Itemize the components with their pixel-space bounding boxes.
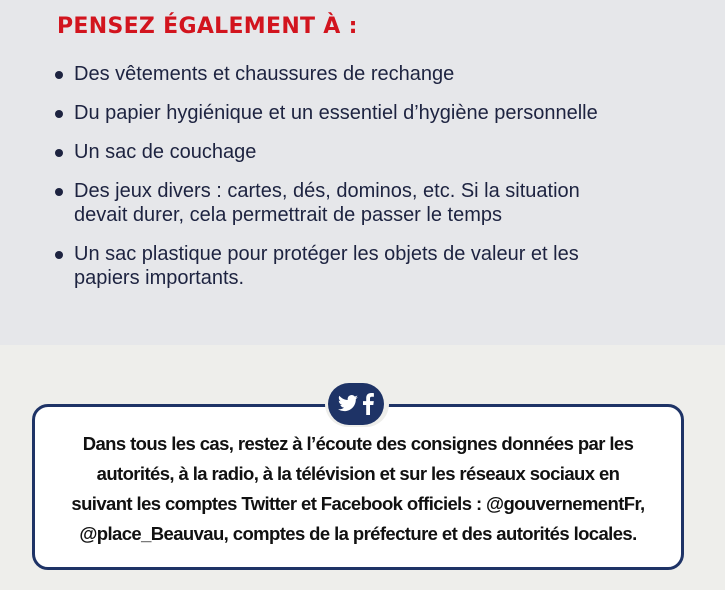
bullet-icon [55, 188, 63, 196]
list-item [52, 62, 598, 86]
bullet-icon [55, 149, 63, 157]
list-item-text: Un sac plastique pour protéger les objets de valeur et les [74, 243, 579, 265]
notice-box [32, 404, 684, 570]
social-badge [325, 381, 389, 427]
notice-line: Dans tous les cas, restez à l’écoute des consignes données par les [82, 433, 634, 454]
list-item [52, 242, 598, 290]
list-item [52, 140, 598, 164]
bullet-icon [55, 251, 63, 259]
bullet-icon [55, 71, 63, 79]
list-item [52, 179, 598, 227]
checklist [52, 62, 598, 290]
list-item-text: Du papier hygiénique et un essentiel d’hygiène personnelle [74, 102, 598, 124]
notice-line: @place_Beauvau, comptes de la préfecture et des autorités locales. [79, 523, 637, 544]
list-item-text: devait durer, cela permettrait de passer le temps [74, 204, 502, 226]
list-item-text: Des vêtements et chaussures de rechange [74, 63, 455, 85]
list-item-text: Des jeux divers : cartes, dés, dominos, etc. Si la situation [74, 180, 580, 202]
list-item [52, 101, 598, 125]
notice-line: autorités, à la radio, à la télévision et sur les réseaux sociaux en [96, 463, 620, 484]
twitter-icon [337, 395, 359, 413]
section-heading: PENSEZ ÉGALEMENT À : [57, 14, 358, 39]
bullet-icon [55, 110, 63, 118]
list-item-text: Un sac de couchage [74, 141, 257, 163]
notice-text [35, 429, 681, 549]
notice-line: suivant les comptes Twitter et Facebook officiels : @gouvernementFr, [71, 493, 645, 514]
social-icons [328, 383, 384, 425]
facebook-icon [361, 393, 375, 415]
list-item-text: papiers importants. [74, 267, 245, 289]
